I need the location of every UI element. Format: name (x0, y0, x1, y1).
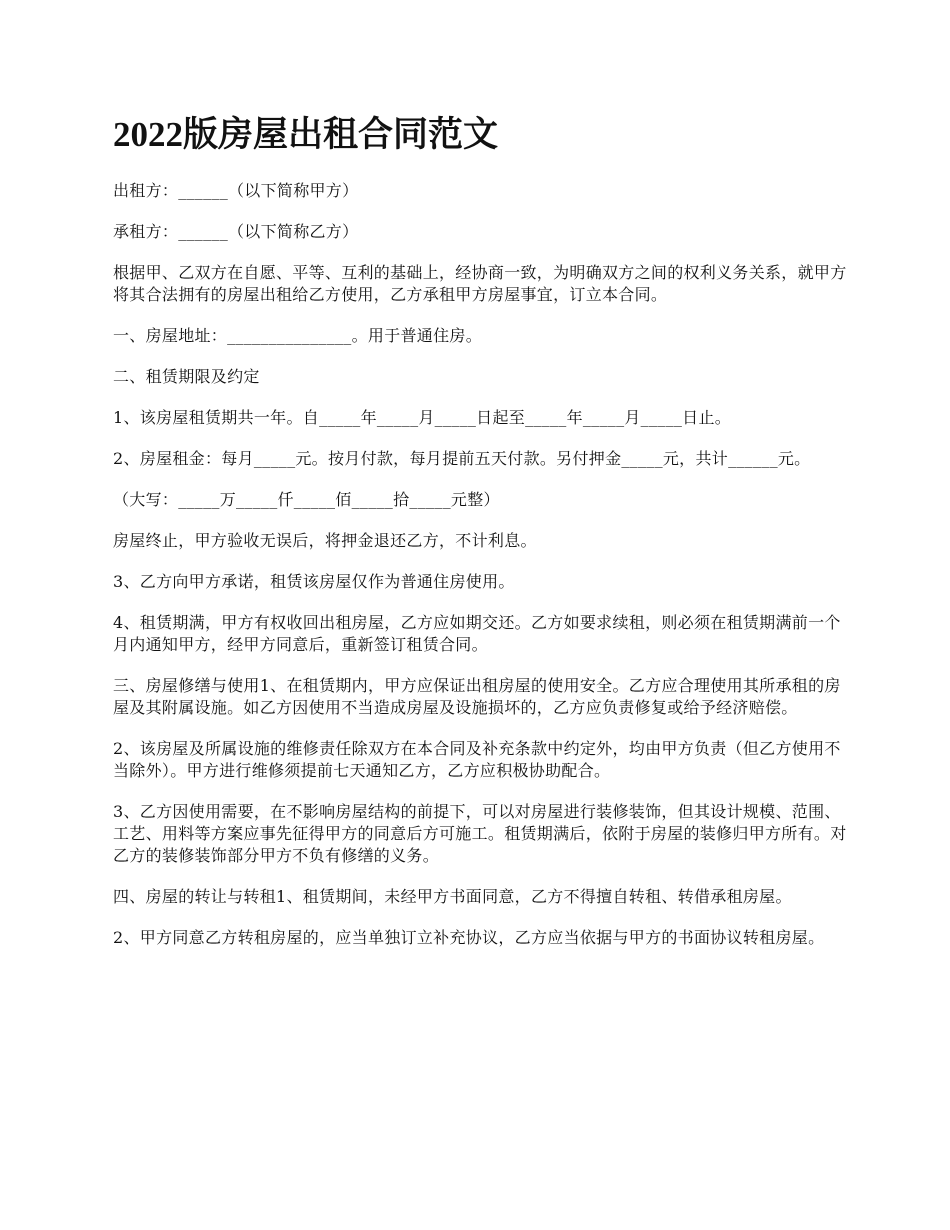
paragraph-amount-in-words: （大写：_____万_____仟_____佰_____拾_____元整） (113, 490, 500, 509)
paragraph-repair-2: 2、该房屋及所属设施的维修责任除双方在本合同及补充条款中约定外，均由甲方负责（但乙方使用不当除外）。甲方进行维修须提前七天通知乙方，乙方应积极协助配合。 (113, 739, 841, 780)
paragraph-sublet-1: 四、房屋的转让与转租1、租赁期间，未经甲方书面同意，乙方不得擅自转租、转借承租房屋。 (113, 887, 792, 906)
paragraph-decoration-3: 3、乙方因使用需要，在不影响房屋结构的前提下，可以对房屋进行装修装饰，但其设计规模、范围、工艺、用料等方案应事先征得甲方的同意后方可施工。租赁期满后，依附于房屋的装修归甲方所有。对乙方的装修装饰部分甲方不负有修缮的义务。 (113, 802, 847, 865)
document-title: 2022版房屋出租合同范文 (113, 115, 499, 154)
paragraph-rent-2: 2、房屋租金：每月_____元。按月付款，每月提前五天付款。另付押金_____元，共计______元。 (113, 449, 811, 468)
paragraph-address: 一、房屋地址：_______________。用于普通住房。 (113, 326, 483, 345)
paragraph-usage-3: 3、乙方向甲方承诺，租赁该房屋仅作为普通住房使用。 (113, 572, 515, 591)
paragraph-sublet-2: 2、甲方同意乙方转租房屋的，应当单独订立补充协议，乙方应当依据与甲方的书面协议转租房屋。 (113, 928, 825, 947)
paragraph-lessor: 出租方：______（以下简称甲方） (113, 181, 359, 200)
paragraph-deposit-return: 房屋终止，甲方验收无误后，将押金退还乙方，不计利息。 (113, 531, 537, 550)
paragraph-renewal-4: 4、租赁期满，甲方有权收回出租房屋，乙方应如期交还。乙方如要求续租，则必须在租赁期满前一个月内通知甲方，经甲方同意后，重新签订租赁合同。 (113, 613, 841, 654)
paragraph-preamble: 根据甲、乙双方在自愿、平等、互利的基础上，经协商一致，为明确双方之间的权利义务关系，就甲方将其合法拥有的房屋出租给乙方使用，乙方承租甲方房屋事宜，订立本合同。 (113, 263, 847, 304)
paragraph-term-1: 1、该房屋租赁期共一年。自_____年_____月_____日起至_____年_____月_____日止。 (113, 408, 732, 427)
heading-lease-term: 二、租赁期限及约定 (113, 367, 260, 386)
paragraph-lessee: 承租方：______（以下简称乙方） (113, 222, 359, 241)
document-page (113, 110, 853, 968)
paragraph-repair-use-1: 三、房屋修缮与使用1、在租赁期内，甲方应保证出租房屋的使用安全。乙方应合理使用其所承租的房屋及其附属设施。如乙方因使用不当造成房屋及设施损坏的，乙方应负责修复或给予经济赔偿。 (113, 676, 841, 717)
